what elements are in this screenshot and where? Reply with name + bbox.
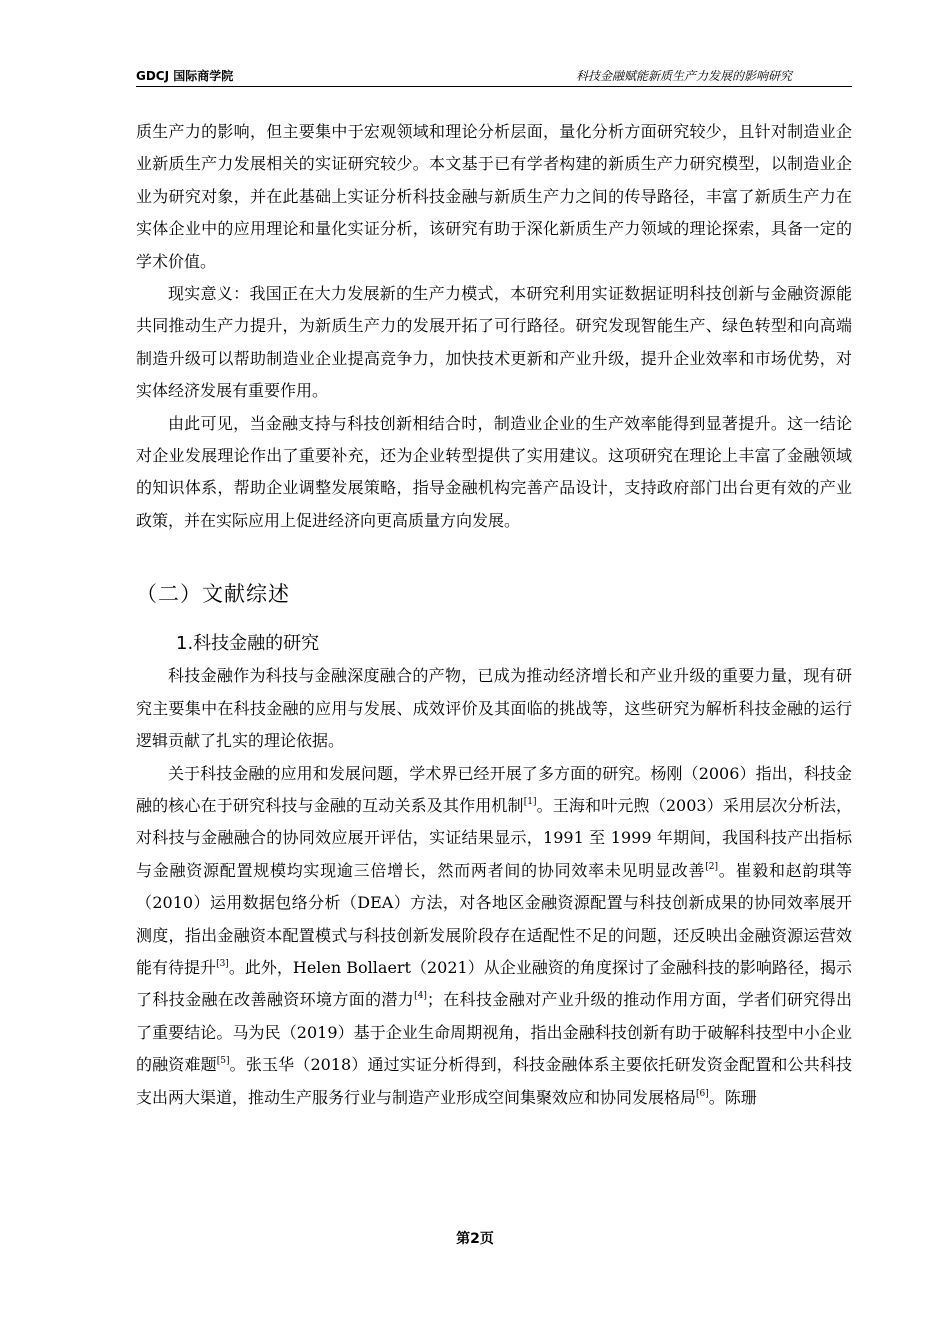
text-segment: 。崔毅和赵韵琪等（2010）运用数据包络分析（DEA）方法，对各地区金融资源配置与科技创新成果的协同效率展开测度，指出金融资本配置模式与科技创新发展阶段存在适配性不足的问题，还反映出金融资源运营效能有待提升 — [136, 860, 852, 977]
page-number: 第2页 — [456, 1231, 494, 1247]
citation-ref: [4] — [414, 991, 427, 1002]
citation-ref: [6] — [696, 1088, 709, 1099]
paragraph-review-applications — [136, 758, 852, 1114]
text-segment: 关于科技金融的应用和发展问题，学术界已经开展了多方面的研究。杨刚（2006）指出，科技金融的核心在于研究科技与金融的互动关系及其作用机制 — [136, 763, 852, 815]
text-segment: ；在科技金融对产业升级的推动作用方面，学者们研究得出了重要结论。马为民（2019）基于企业生命周期视角，指出金融科技创新有助于破解科技型中小企业的融资难题 — [136, 990, 852, 1075]
subsection-heading: 1.科技金融的研究 — [176, 633, 320, 655]
citation-ref: [1] — [523, 796, 537, 807]
section-heading: （二）文献综述 — [136, 582, 290, 607]
citation-ref: [5] — [216, 1056, 230, 1067]
paragraph-conclusion: 由此可见，当金融支持与科技创新相结合时，制造业企业的生产效率能得到显著提升。这一结论对企业发展理论作出了重要补充，还为企业转型提供了实用建议。这项研究在理论上丰富了金融领域的知识体系，帮助企业调整发展策略，指导金融机构完善产品设计，支持政府部门出台更有效的产业政策，并在实际应用上促进经济向更高质量方向发展。 — [136, 413, 852, 530]
citation-ref: [3] — [216, 958, 229, 969]
paragraph-review-intro: 科技金融作为科技与金融深度融合的产物，已成为推动经济增长和产业升级的重要力量，现有研究主要集中在科技金融的应用与发展、成效评价及其面临的挑战等，这些研究为解析科技金融的运行逻辑贡献了扎实的理论依据。 — [136, 666, 852, 751]
text-segment: 。陈珊 — [708, 1087, 757, 1107]
text-segment: 。王海和叶元煦（2003）采用层次分析法，对科技与金融融合的协同效应展开评估，实证结果显示，1991 至 1999 年期间，我国科技产出指标与金融资源配置规模均实现逾三倍增长，然而两者间的协同效率未见明显改善 — [136, 795, 852, 880]
paragraph-significance-continued: 质生产力的影响，但主要集中于宏观领域和理论分析层面，量化分析方面研究较少，且针对制造业企业新质生产力发展相关的实证研究较少。本文基于已有学者构建的新质生产力研究模型，以制造业企业为研究对象，并在此基础上实证分析科技金融与新质生产力之间的传导路径，丰富了新质生产力在实体企业中的应用理论和量化实证分析，该研究有助于深化新质生产力领域的理论探索，具备一定的学术价值。 — [136, 122, 852, 271]
text-segment: 。此外，Helen Bollaert（2021）从企业融资的角度探讨了金融科技的影响路径，揭示了科技金融在改善融资环境方面的潜力 — [136, 957, 852, 1010]
text-segment: 。张玉华（2018）通过实证分析得到，科技金融体系主要依托研发资金配置和公共科技支出两大渠道，推动生产服务行业与制造产业形成空间集聚效应和协同发展格局 — [136, 1055, 852, 1107]
running-header — [136, 66, 852, 87]
header-paper-title: 科技金融赋能新质生产力发展的影响研究 — [575, 69, 792, 83]
citation-ref: [2] — [705, 861, 719, 872]
main-text — [136, 116, 852, 1114]
paragraph-practical-significance: 现实意义：我国正在大力发展新的生产力模式，本研究利用实证数据证明科技创新与金融资源能共同推动生产力提升，为新质生产力的发展开拓了可行路径。研究发现智能生产、绿色转型和向高端制造升级可以帮助制造业企业提高竞争力，加快技术更新和产业升级，提升企业效率和市场优势，对实体经济发展有重要作用。 — [136, 284, 852, 401]
header-institution: GDCJ 国际商学院 — [136, 69, 234, 83]
